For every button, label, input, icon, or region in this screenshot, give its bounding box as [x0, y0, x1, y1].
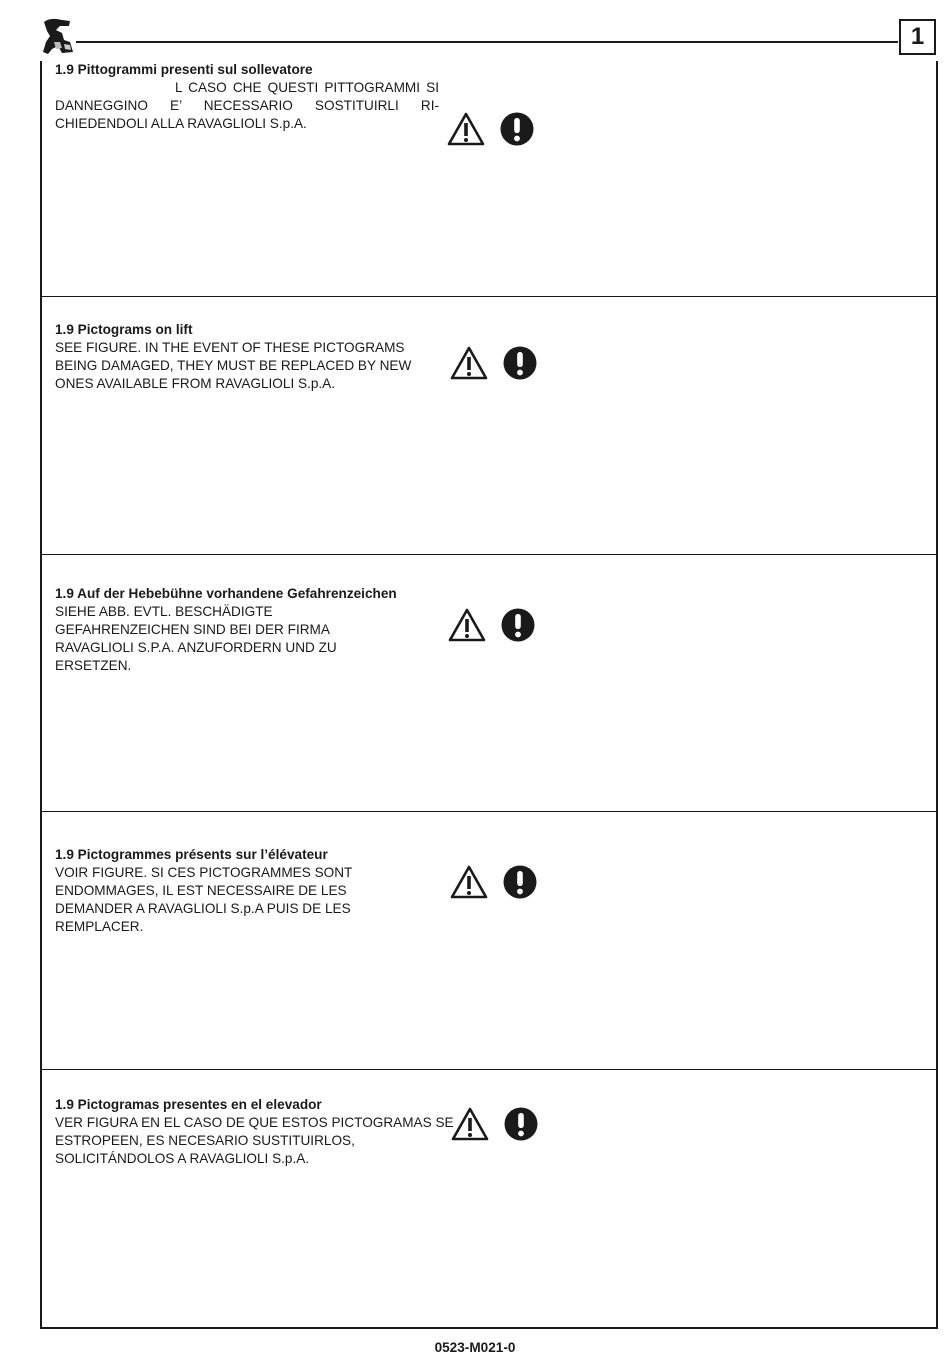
warning-triangle-icon — [449, 864, 489, 900]
section-body: SEE FIGURE. IN THE EVENT OF THESE PICTOGRAMS BEING DAMAGED, THEY MUST BE REPLACED BY NEW ONES AVAILABLE FROM RAVAGLIOLI S.p.A. — [55, 340, 412, 391]
exclamation-circle-icon — [501, 608, 535, 642]
section-text — [55, 321, 439, 393]
section-text — [55, 61, 439, 133]
document-code: 0523-M021-0 — [434, 1340, 516, 1355]
section-text — [55, 1096, 455, 1168]
section-body-text: L CASO CHE QUESTI PITTOGRAMMI SI DANNEGGINO E’ NECESSARIO SOSTITUIRLI RI-CHIEDENDOLI ALLA RAVAGLIOLI S.p.A. — [55, 80, 439, 131]
exclamation-circle-icon — [503, 865, 537, 899]
section-title: 1.9 Auf der Hebebühne vorhandene Gefahrenzeichen — [55, 586, 397, 601]
section-french — [41, 812, 937, 1070]
section-icons — [449, 345, 537, 381]
warning-triangle-icon — [449, 345, 489, 381]
warning-triangle-icon — [446, 111, 486, 147]
section-italian — [41, 61, 937, 297]
page-number: 1 — [899, 19, 936, 55]
section-text — [55, 846, 439, 936]
section-body: VOIR FIGURE. SI CES PICTOGRAMMES SONT ENDOMMAGES, IL EST NECESSAIRE DE LES DEMANDER A RAVAGLIOLI S.p.A PUIS DE LES REMPLACER. — [55, 865, 353, 934]
section-body: VER FIGURA EN EL CASO DE QUE ESTOS PICTOGRAMAS SE ESTROPEEN, ES NECESARIO SUSTITUIRLOS, SOLICITÁNDOLOS A RAVAGLIOLI S.p.A. — [55, 1115, 454, 1166]
section-spanish — [41, 1070, 937, 1328]
header-rule — [76, 41, 898, 43]
warning-triangle-icon — [447, 607, 487, 643]
company-logo — [40, 16, 76, 56]
section-body — [55, 79, 439, 133]
section-icons — [446, 111, 534, 147]
section-title: 1.9 Pictograms on lift — [55, 322, 193, 337]
exclamation-circle-icon — [500, 112, 534, 146]
warning-triangle-icon — [450, 1106, 490, 1142]
section-icons — [450, 1106, 538, 1142]
section-title: 1.9 Pictogrammes présents sur l’élévateur — [55, 847, 328, 862]
exclamation-circle-icon — [504, 1107, 538, 1141]
section-body: SIEHE ABB. EVTL. BESCHÄDIGTE GEFAHRENZEICHEN SIND BEI DER FIRMA RAVAGLIOLI S.P.A. ANZUFORDERN UND ZU ERSETZEN. — [55, 604, 337, 673]
section-german — [41, 555, 937, 812]
section-title: 1.9 Pittogrammi presenti sul sollevatore — [55, 62, 313, 77]
section-text — [55, 585, 455, 675]
exclamation-circle-icon — [503, 346, 537, 380]
section-english — [41, 297, 937, 555]
section-icons — [449, 864, 537, 900]
section-title: 1.9 Pictogramas presentes en el elevador — [55, 1097, 322, 1112]
section-icons — [447, 607, 535, 643]
